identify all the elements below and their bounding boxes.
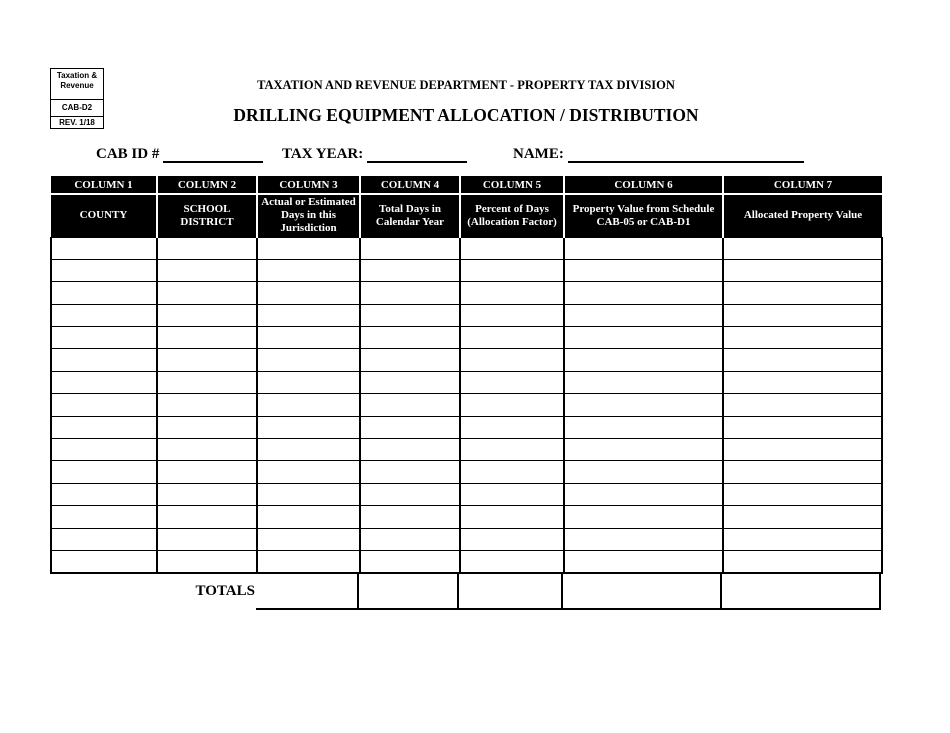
cell-days-in-jurisdiction[interactable] [257,304,360,326]
table-row [51,304,882,326]
name-label: NAME: [513,146,564,162]
cell-property-value[interactable] [564,282,723,304]
table-row [51,416,882,438]
cell-days-in-jurisdiction[interactable] [257,327,360,349]
totals-label: TOTALS [195,583,255,599]
cell-days-in-jurisdiction[interactable] [257,259,360,281]
cell-days-in-jurisdiction[interactable] [257,439,360,461]
table-row [51,327,882,349]
total-calendar-days[interactable] [359,572,459,610]
table-row [51,237,882,259]
allocation-table [50,176,883,574]
column-number: COLUMN 3 [257,176,360,194]
cell-property-value[interactable] [564,304,723,326]
cell-county[interactable] [51,416,157,438]
column-header-county: COUNTY [51,194,157,237]
cell-days-in-jurisdiction[interactable] [257,483,360,505]
cell-total-days[interactable] [360,349,460,371]
cell-county[interactable] [51,528,157,550]
cell-total-days[interactable] [360,327,460,349]
cell-allocated-value[interactable] [723,528,882,550]
cell-total-days[interactable] [360,439,460,461]
cell-total-days[interactable] [360,506,460,528]
cell-allocated-value[interactable] [723,461,882,483]
total-percent[interactable] [459,572,563,610]
cell-property-value[interactable] [564,394,723,416]
cell-percent-of-days[interactable] [460,506,564,528]
column-header-total-days: Total Days in Calendar Year [360,194,460,237]
cell-days-in-jurisdiction[interactable] [257,416,360,438]
cell-property-value[interactable] [564,506,723,528]
cell-percent-of-days[interactable] [460,282,564,304]
column-header-allocated-value: Allocated Property Value [723,194,882,237]
cell-property-value[interactable] [564,461,723,483]
cell-allocated-value[interactable] [723,371,882,393]
cell-total-days[interactable] [360,528,460,550]
cell-total-days[interactable] [360,282,460,304]
cell-school-district[interactable] [157,237,257,259]
cell-percent-of-days[interactable] [460,483,564,505]
cab-id-label: CAB ID # [96,146,160,162]
page-title: DRILLING EQUIPMENT ALLOCATION / DISTRIBUTION [233,105,699,125]
name-field [513,144,804,163]
cell-allocated-value[interactable] [723,282,882,304]
cell-allocated-value[interactable] [723,506,882,528]
cell-county[interactable] [51,394,157,416]
cell-percent-of-days[interactable] [460,371,564,393]
cell-allocated-value[interactable] [723,304,882,326]
column-header-percent-of-days: Percent of Days (Allocation Factor) [460,194,564,237]
total-allocated-value[interactable] [722,572,881,610]
cell-county[interactable] [51,439,157,461]
cell-percent-of-days[interactable] [460,394,564,416]
tax-year-field [282,144,467,163]
cell-school-district[interactable] [157,506,257,528]
agency-label: Taxation & Revenue [51,69,103,100]
cell-allocated-value[interactable] [723,416,882,438]
tax-year-input[interactable] [367,144,467,163]
column-title-row [51,194,882,237]
cell-percent-of-days[interactable] [460,304,564,326]
cell-school-district[interactable] [157,371,257,393]
column-number: COLUMN 6 [564,176,723,194]
cell-percent-of-days[interactable] [460,259,564,281]
cell-school-district[interactable] [157,550,257,572]
cell-percent-of-days[interactable] [460,461,564,483]
column-number: COLUMN 7 [723,176,882,194]
cell-days-in-jurisdiction[interactable] [257,506,360,528]
cell-percent-of-days[interactable] [460,237,564,259]
table-row [51,259,882,281]
cab-id-field [96,144,263,163]
cell-school-district[interactable] [157,327,257,349]
cell-allocated-value[interactable] [723,349,882,371]
cell-county[interactable] [51,282,157,304]
cell-percent-of-days[interactable] [460,416,564,438]
column-number: COLUMN 4 [360,176,460,194]
cell-allocated-value[interactable] [723,237,882,259]
cell-percent-of-days[interactable] [460,528,564,550]
department-heading: TAXATION AND REVENUE DEPARTMENT - PROPERTY TAX DIVISION [257,78,675,92]
cell-days-in-jurisdiction[interactable] [257,349,360,371]
cell-total-days[interactable] [360,550,460,572]
cell-allocated-value[interactable] [723,327,882,349]
cell-county[interactable] [51,349,157,371]
cell-total-days[interactable] [360,394,460,416]
cell-percent-of-days[interactable] [460,349,564,371]
cell-school-district[interactable] [157,483,257,505]
cell-days-in-jurisdiction[interactable] [257,461,360,483]
cell-county[interactable] [51,461,157,483]
cell-property-value[interactable] [564,349,723,371]
table-row [51,550,882,572]
table-row [51,349,882,371]
cell-days-in-jurisdiction[interactable] [257,237,360,259]
form-number: CAB-D2 [51,100,103,117]
cell-total-days[interactable] [360,371,460,393]
cell-property-value[interactable] [564,528,723,550]
cell-allocated-value[interactable] [723,550,882,572]
cell-percent-of-days[interactable] [460,439,564,461]
column-header-property-value: Property Value from Schedule CAB-05 or CAB-D1 [564,194,723,237]
cell-days-in-jurisdiction[interactable] [257,394,360,416]
cell-total-days[interactable] [360,259,460,281]
cell-school-district[interactable] [157,394,257,416]
cell-property-value[interactable] [564,327,723,349]
cell-property-value[interactable] [564,371,723,393]
cell-school-district[interactable] [157,439,257,461]
cab-id-input[interactable] [163,144,263,163]
column-header-school-district: SCHOOL DISTRICT [157,194,257,237]
cell-days-in-jurisdiction[interactable] [257,282,360,304]
name-input[interactable] [568,144,804,163]
cell-total-days[interactable] [360,461,460,483]
column-header-days-in-jurisdiction: Actual or Estimated Days in this Jurisdiction [257,194,360,237]
cell-county[interactable] [51,327,157,349]
cell-county[interactable] [51,237,157,259]
cell-days-in-jurisdiction[interactable] [257,550,360,572]
cell-county[interactable] [51,506,157,528]
tax-year-label: TAX YEAR: [282,146,364,162]
table-row [51,461,882,483]
cell-percent-of-days[interactable] [460,327,564,349]
cell-allocated-value[interactable] [723,483,882,505]
cell-county[interactable] [51,304,157,326]
cell-total-days[interactable] [360,416,460,438]
cell-days-in-jurisdiction[interactable] [257,371,360,393]
table-row [51,483,882,505]
cell-county[interactable] [51,483,157,505]
cell-school-district[interactable] [157,304,257,326]
table-row [51,528,882,550]
cell-property-value[interactable] [564,550,723,572]
table-row [51,439,882,461]
total-days-in-jurisdiction[interactable] [256,572,359,610]
column-number: COLUMN 2 [157,176,257,194]
cell-total-days[interactable] [360,483,460,505]
table-row [51,282,882,304]
column-number: COLUMN 5 [460,176,564,194]
cell-property-value[interactable] [564,259,723,281]
cell-total-days[interactable] [360,237,460,259]
revision-label: REV. 1/18 [59,118,95,127]
cell-school-district[interactable] [157,461,257,483]
cell-allocated-value[interactable] [723,439,882,461]
cell-school-district[interactable] [157,259,257,281]
table-row [51,394,882,416]
cell-allocated-value[interactable] [723,259,882,281]
column-number: COLUMN 1 [51,176,157,194]
cell-property-value[interactable] [564,439,723,461]
cell-school-district[interactable] [157,416,257,438]
cell-allocated-value[interactable] [723,394,882,416]
cell-days-in-jurisdiction[interactable] [257,528,360,550]
cell-school-district[interactable] [157,349,257,371]
cell-county[interactable] [51,371,157,393]
cell-county[interactable] [51,550,157,572]
cell-county[interactable] [51,259,157,281]
totals-row [50,572,881,610]
cell-school-district[interactable] [157,528,257,550]
cell-property-value[interactable] [564,416,723,438]
column-number-row [51,176,882,194]
table-row [51,371,882,393]
total-property-value[interactable] [563,572,722,610]
cell-total-days[interactable] [360,304,460,326]
table-row [51,506,882,528]
cell-school-district[interactable] [157,282,257,304]
cell-percent-of-days[interactable] [460,550,564,572]
cell-property-value[interactable] [564,483,723,505]
cell-property-value[interactable] [564,237,723,259]
